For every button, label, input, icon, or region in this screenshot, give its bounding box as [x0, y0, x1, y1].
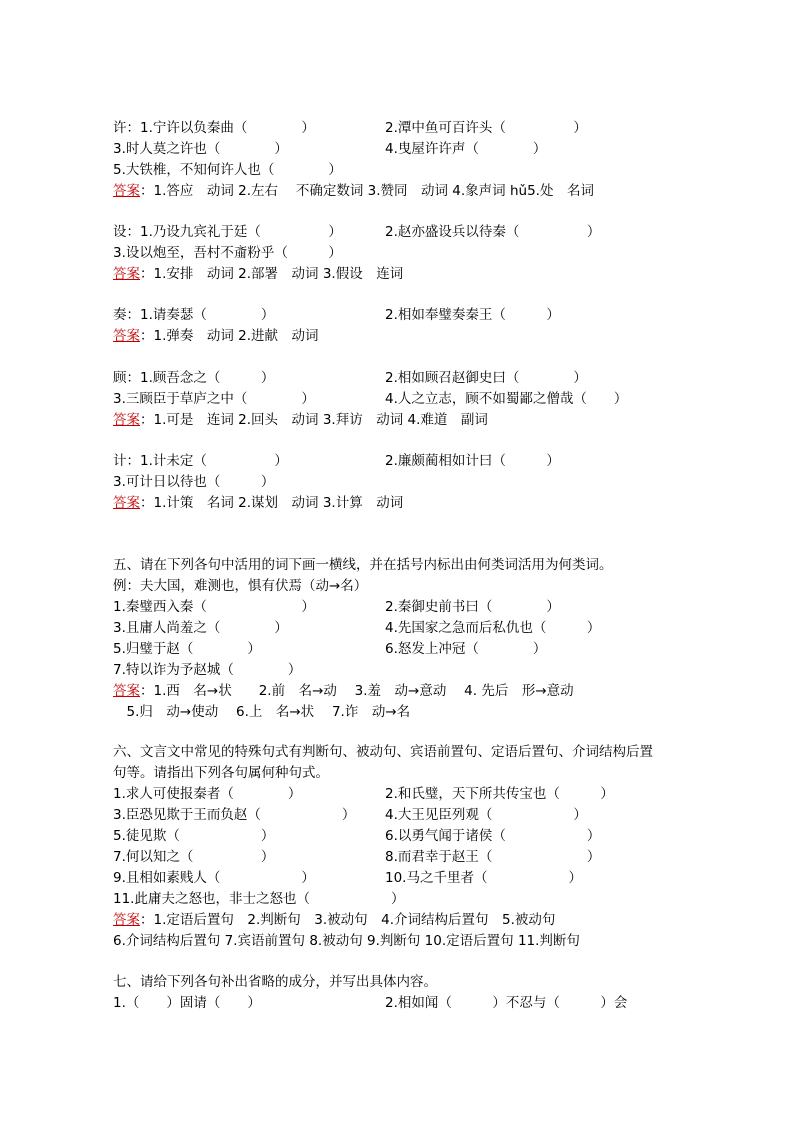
question-text: 3.臣恐见欺于王而负赵（ ）	[113, 807, 356, 823]
question-text: 2.秦御史前书曰（ ）	[385, 599, 560, 615]
question-text: 3.三顾臣于草庐之中（ ）	[113, 391, 315, 407]
question-text: 5.大铁椎，不知何许人也（ ）	[113, 162, 342, 178]
question-text: 六、文言文中常见的特殊句式有判断句、被动句、宾语前置句、定语后置句、介词结构后置	[113, 744, 653, 760]
answer-label: 答案	[113, 183, 140, 199]
question-text: 2.相如奉璧奏秦王（ ）	[385, 307, 560, 323]
question-text: 2.和氏璧，天下所共传宝也（ ）	[385, 786, 614, 802]
answer-text: ：1.定语后置句 2.判断句 3.被动句 4.介词结构后置句 5.被动句	[140, 912, 556, 928]
question-text: 1.求人可使报秦者（ ）	[113, 786, 302, 802]
answer-label: 答案	[113, 495, 140, 511]
question-text: 2.潭中鱼可百许头（ ）	[385, 120, 587, 136]
answer-line	[113, 681, 574, 701]
answer-line	[113, 181, 594, 201]
question-text: 7.何以知之（ ）	[113, 849, 275, 865]
question-text: 6.以勇气闻于诸侯（ ）	[385, 828, 601, 844]
question-text: 2.相如顾召赵御史曰（ ）	[385, 370, 587, 386]
question-text: 6.怒发上冲冠（ ）	[385, 641, 547, 657]
question-text: 7.特以诈为予赵城（ ）	[113, 662, 302, 678]
question-text: 8.而君幸于赵王（ ）	[385, 849, 601, 865]
answer-line	[113, 910, 555, 930]
answer-label: 答案	[113, 683, 140, 699]
question-text: 5.归璧于赵（ ）	[113, 641, 261, 657]
question-text: 4.先国家之急而后私仇也（ ）	[385, 620, 601, 636]
question-text: 计：1.计未定（ ）	[113, 453, 288, 469]
question-text: 4.人之立志，顾不如蜀鄙之僧哉（ ）	[385, 391, 628, 407]
answer-label: 答案	[113, 266, 140, 282]
answer-label: 答案	[113, 328, 140, 344]
answer-continuation: 5.归 动→使动 6.上 名→状 7.诈 动→名	[113, 704, 411, 720]
answer-label: 答案	[113, 412, 140, 428]
question-text: 1.秦璧西入秦（ ）	[113, 599, 315, 615]
question-text: 句等。请指出下列各句属何种句式。	[113, 765, 329, 781]
question-text: 3.且庸人尚羞之（ ）	[113, 620, 288, 636]
question-text: 3.可计日以待也（ ）	[113, 474, 275, 490]
question-text: 许：1.宁许以负秦曲（ ）	[113, 120, 315, 136]
answer-text: ：1.答应 动词 2.左右 不确定数词 3.赞同 动词 4.象声词 hǔ5.处 名词	[140, 183, 594, 199]
answer-text: ：1.西 名→状 2.前 名→动 3.羞 动→意动 4. 先后 形→意动	[140, 683, 574, 699]
answer-line	[113, 264, 403, 284]
question-text: 5.徒见欺（ ）	[113, 828, 275, 844]
answer-continuation: 6.介词结构后置句 7.宾语前置句 8.被动句 9.判断句 10.定语后置句 11.判断句	[113, 933, 580, 949]
answer-line	[113, 493, 403, 513]
question-text: 五、请在下列各句中活用的词下画一横线，并在括号内标出由何类词活用为何类词。	[113, 557, 613, 573]
question-text: 2.廉颇蔺相如计曰（ ）	[385, 453, 560, 469]
answer-text: ：1.可是 连词 2.回头 动词 3.拜访 动词 4.难道 副词	[140, 412, 488, 428]
question-text: 七、请给下列各句补出省略的成分，并写出具体内容。	[113, 974, 437, 990]
question-text: 9.且相如素贱人（ ）	[113, 870, 315, 886]
question-text: 1.（ ）固请（ ）	[113, 995, 261, 1011]
question-text: 3.设以炮至，吾村不齑粉乎（ ）	[113, 245, 342, 261]
question-text: 2.相如闻（ ）不忍与（ ）会	[385, 995, 628, 1011]
question-text: 奏：1.请奏瑟（ ）	[113, 307, 275, 323]
answer-label: 答案	[113, 912, 140, 928]
question-text: 10.马之千里者（ ）	[385, 870, 582, 886]
question-text: 4.大王见臣列观（ ）	[385, 807, 587, 823]
question-text: 4.曳屋许许声（ ）	[385, 141, 547, 157]
question-text: 11.此庸夫之怒也，非士之怒也（ ）	[113, 891, 405, 907]
question-text: 顾：1.顾吾念之（ ）	[113, 370, 275, 386]
answer-text: ：1.安排 动词 2.部署 动词 3.假设 连词	[140, 266, 404, 282]
question-text: 例：夫大国，难测也，惧有伏焉（动→名）	[113, 578, 368, 594]
question-text: 2.赵亦盛设兵以待秦（ ）	[385, 224, 601, 240]
answer-text: ：1.计策 名词 2.谋划 动词 3.计算 动词	[140, 495, 404, 511]
answer-text: ：1.弹奏 动词 2.进献 动词	[140, 328, 319, 344]
answer-line	[113, 326, 319, 346]
answer-line	[113, 410, 488, 430]
question-text: 设：1.乃设九宾礼于廷（ ）	[113, 224, 342, 240]
question-text: 3.时人莫之许也（ ）	[113, 141, 288, 157]
